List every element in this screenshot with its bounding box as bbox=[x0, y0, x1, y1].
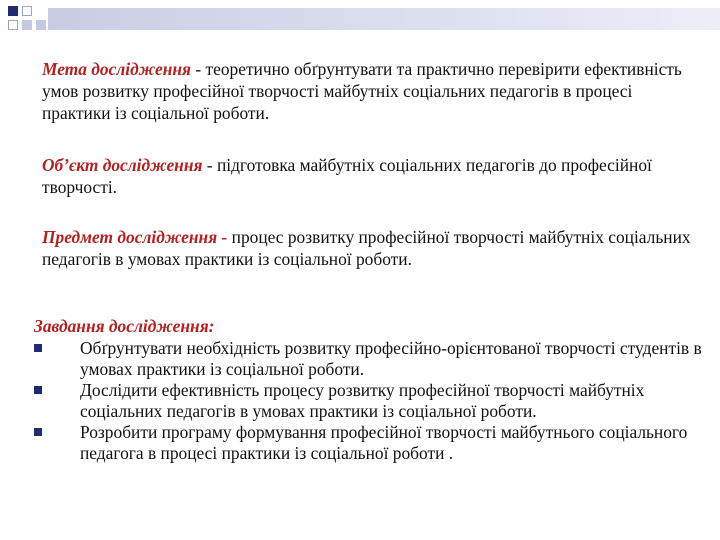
square-bullet-icon bbox=[34, 386, 42, 394]
square-bullet-icon bbox=[34, 344, 42, 352]
header-bar bbox=[48, 8, 720, 30]
task-text: Обґрунтувати необхідність розвитку професійно-орієнтованої творчості студентів в умовах практики із соціальної роботи. bbox=[80, 338, 702, 379]
square-bullet-icon bbox=[34, 428, 42, 436]
decor-square-light bbox=[22, 20, 32, 30]
object-text: - підготовка майбутніх соціальних педагогів до професійної творчості. bbox=[42, 155, 652, 197]
decor-square-dark bbox=[8, 6, 18, 16]
object-label: Об’єкт дослідження bbox=[42, 155, 203, 175]
task-text: Дослідити ефективність процесу розвитку професійної творчості майбутніх соціальних педагогів в умовах практики із соціальної роботи. bbox=[80, 380, 645, 421]
tasks-title: Завдання дослідження: bbox=[34, 316, 215, 336]
task-item bbox=[34, 380, 704, 422]
task-item bbox=[34, 422, 704, 464]
decor-square-light bbox=[36, 20, 46, 30]
decor-square-outline bbox=[22, 6, 32, 16]
subject-label: Предмет дослідження - bbox=[42, 227, 228, 247]
task-text: Розробити програму формування професійної творчості майбутнього соціального педагога в процесі практики із соціальної роботи . bbox=[80, 422, 688, 463]
subject-paragraph bbox=[42, 226, 702, 270]
object-paragraph bbox=[42, 154, 702, 198]
purpose-paragraph bbox=[42, 58, 702, 124]
decor-square-outline bbox=[8, 20, 18, 30]
purpose-label: Мета дослідження bbox=[42, 59, 192, 79]
subject-text: процес розвитку професійної творчості майбутніх соціальних педагогів в умовах практики із соціальної роботи. bbox=[42, 227, 691, 269]
slide-header-decoration bbox=[0, 0, 720, 40]
tasks-section bbox=[34, 316, 704, 464]
task-item bbox=[34, 338, 704, 380]
purpose-text: - теоретично обґрунтувати та практично перевірити ефективність умов розвитку професійної творчості майбутніх соціальних педагогів в процесі практики із соціальної роботи. bbox=[42, 59, 682, 123]
